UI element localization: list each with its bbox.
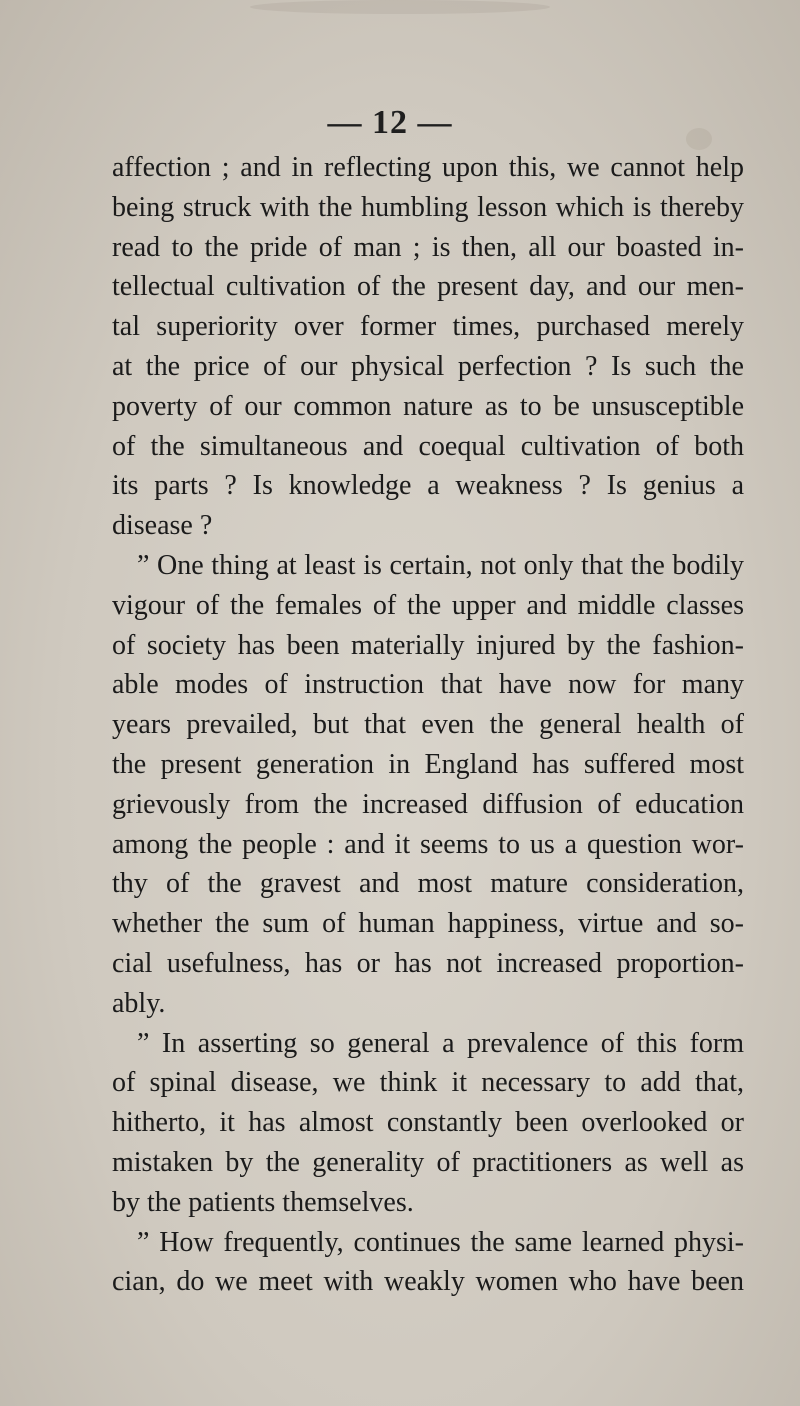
text-line: affection ; and in reflecting upon this, we cannot help — [112, 152, 744, 183]
paragraph-3 — [112, 1024, 744, 1223]
text-line: being struck with the humbling lesson which is thereby — [112, 191, 744, 223]
text-line: poverty of our common nature as to be unsusceptible — [112, 390, 744, 422]
text-line: its parts ? Is knowledge a weakness ? Is genius a — [112, 470, 744, 502]
page-number: — 12 — — [327, 104, 453, 141]
text-line: at the price of our physical perfection ? Is such the — [112, 350, 744, 382]
text-line: by the patients themselves. — [112, 1186, 414, 1218]
text-line: grievously from the increased diffusion of education — [112, 788, 744, 820]
text-line: read to the pride of man ; is then, all our boasted in- — [112, 231, 744, 263]
text-line: years prevailed, but that even the general health of — [112, 709, 744, 741]
text-line: disease ? — [112, 510, 213, 542]
text-line: tal superiority over former times, purchased merely — [112, 311, 744, 343]
text-line: of society has been materially injured by the fashion- — [112, 629, 744, 661]
text-line: mistaken by the generality of practitioners as well as — [112, 1146, 744, 1178]
paragraph-2 — [112, 546, 744, 1024]
text-line: the present generation in England has suffered most — [112, 748, 744, 780]
text-line: among the people : and it seems to us a question wor- — [112, 828, 744, 860]
text-line: whether the sum of human happiness, virtue and so- — [112, 908, 744, 940]
text-line: vigour of the females of the upper and middle classes — [112, 589, 744, 621]
text-line: able modes of instruction that have now for many — [112, 669, 744, 701]
text-line: ably. — [112, 987, 166, 1019]
text-line: cian, do we meet with weakly women who have been — [112, 1266, 744, 1298]
text-line: ” One thing at least is certain, not only that the bodily — [137, 549, 744, 581]
paragraph-1 — [112, 148, 744, 546]
text-line: thy of the gravest and most mature consideration, — [112, 868, 744, 900]
text-line: ” How frequently, continues the same learned physi- — [137, 1226, 744, 1258]
text-line: of spinal disease, we think it necessary to add that, — [112, 1067, 744, 1099]
paragraph-4 — [112, 1223, 744, 1303]
text-line: hitherto, it has almost constantly been overlooked or — [112, 1107, 744, 1139]
text-line: tellectual cultivation of the present day, and our men- — [112, 271, 744, 303]
text-line: cial usefulness, has or has not increased proportion- — [112, 947, 744, 979]
text-line: ” In asserting so general a prevalence of this form — [137, 1027, 744, 1059]
text-line: of the simultaneous and coequal cultivation of both — [112, 430, 744, 462]
body-text — [112, 148, 744, 1302]
paper-stain — [686, 128, 712, 150]
paper-stain — [250, 0, 550, 14]
